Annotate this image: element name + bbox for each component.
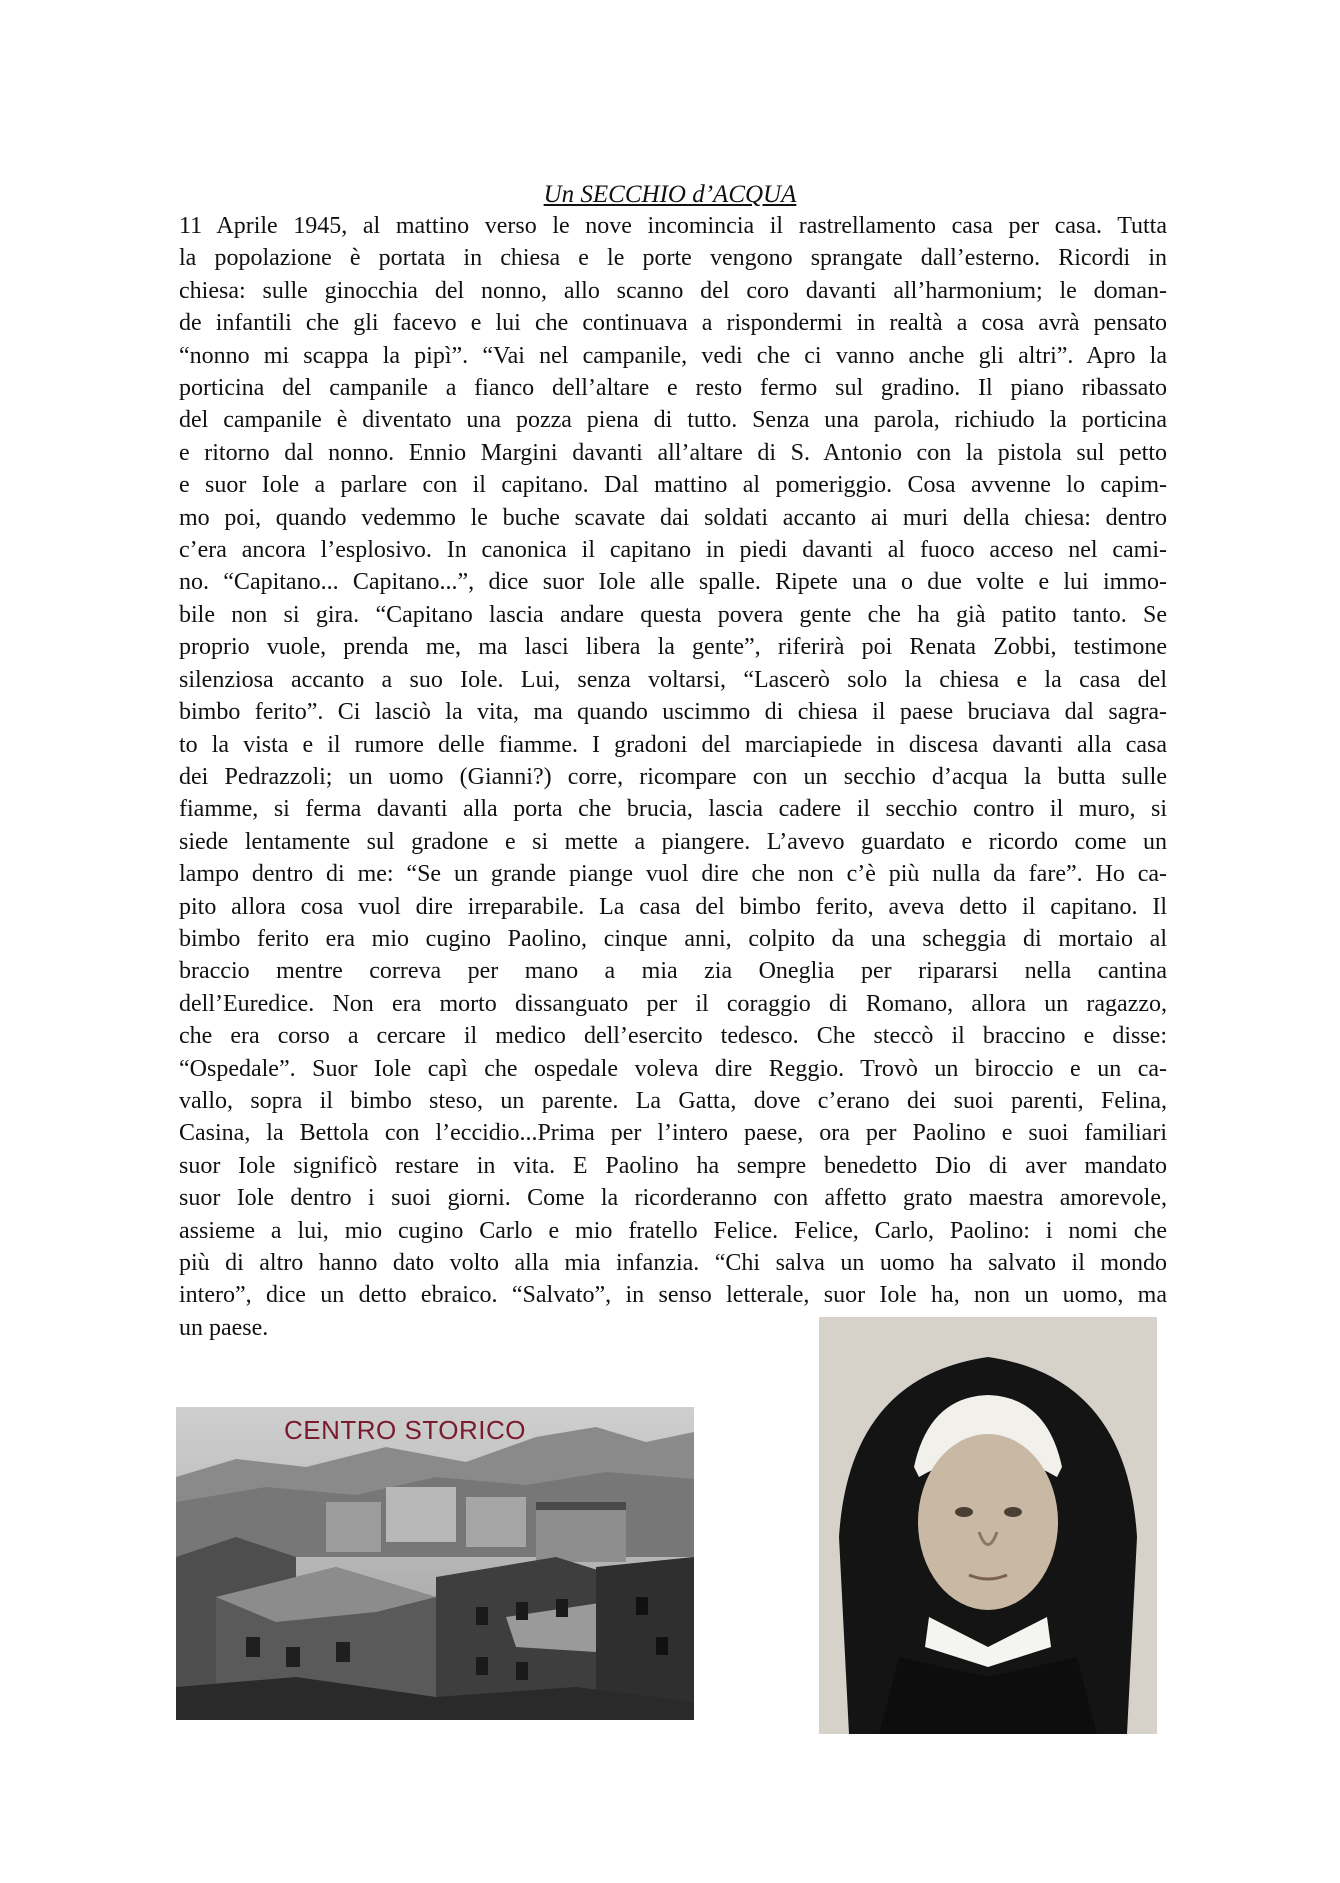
text-line: bile non si gira. “Capitano lascia andare questa povera gente che ha già patito tanto. Se (179, 601, 1167, 628)
text-line: e ritorno dal nonno. Ennio Margini davanti all’altare di S. Antonio con la pistola sul petto (179, 439, 1167, 466)
portrait-image (819, 1317, 1157, 1734)
text-line: mo poi, quando vedemmo le buche scavate dai soldati accanto ai muri della chiesa: dentro (179, 504, 1167, 531)
text-line: bimbo ferito”. Ci lasciò la vita, ma quando uscimmo di chiesa il paese bruciava dal sagra- (179, 699, 1167, 726)
text-line: “nonno mi scappa la pipì”. “Vai nel campanile, vedi che ci vanno anche gli altri”. Apro la (179, 342, 1167, 369)
text-line: bimbo ferito era mio cugino Paolino, cinque anni, colpito da una scheggia di mortaio al (179, 925, 1167, 952)
text-line: un paese. (179, 1314, 269, 1341)
text-line: no. “Capitano... Capitano...”, dice suor Iole alle spalle. Ripete una o due volte e lui immo- (179, 569, 1167, 596)
text-line: più di altro hanno dato volto alla mia infanzia. “Chi salva un uomo ha salvato il mondo (179, 1250, 1167, 1276)
text-line: vallo, sopra il bimbo steso, un parente. La Gatta, dove c’erano dei suoi parenti, Felina, (179, 1087, 1167, 1114)
text-line: pito allora cosa vuol dire irreparabile. La casa del bimbo ferito, aveva detto il capitano. Il (179, 893, 1167, 920)
photo-suor-iole-portrait (819, 1317, 1157, 1734)
text-line: del campanile è diventato una pozza piena di tutto. Senza una parola, richiudo la porticina (179, 407, 1167, 434)
text-line: dei Pedrazzoli; un uomo (Gianni?) corre, ricompare con un secchio d’acqua la butta sulle (179, 763, 1167, 790)
text-line: lampo dentro di me: “Se un grande piange vuol dire che non c’è più nulla da fare”. Ho ca- (179, 861, 1167, 888)
text-line: chiesa: sulle ginocchia del nonno, allo scanno del coro davanti all’harmonium; le doman- (179, 277, 1167, 304)
text-line: dell’Euredice. Non era morto dissanguato per il coraggio di Romano, allora un ragazzo, (179, 990, 1167, 1017)
town-ruins-image (176, 1407, 694, 1720)
text-line: Casina, la Bettola con l’eccidio...Prima per l’intero paese, ora per Paolino e suoi familiari (179, 1120, 1167, 1147)
text-line: fiamme, si ferma davanti alla porta che brucia, lascia cadere il secchio contro il muro, si (179, 796, 1167, 823)
document-title: Un SECCHIO d’ACQUA (543, 181, 797, 208)
text-line: proprio vuole, prenda me, ma lasci libera la gente”, riferirà poi Renata Zobbi, testimone (179, 634, 1167, 661)
text-line: silenziosa accanto a suo Iole. Lui, senza voltarsi, “Lascerò solo la chiesa e la casa del (179, 666, 1167, 693)
body-paragraph (179, 210, 1167, 1344)
text-line: “Ospedale”. Suor Iole capì che ospedale voleva dire Reggio. Trovò un biroccio e un ca- (179, 1055, 1167, 1082)
text-line: de infantili che gli facevo e lui che continuava a rispondermi in realtà a cosa avrà pensato (179, 310, 1167, 337)
text-line: to la vista e il rumore delle fiamme. I gradoni del marciapiede in discesa davanti alla casa (179, 731, 1167, 758)
text-line: c’era ancora l’esplosivo. In canonica il capitano in piedi davanti al fuoco acceso nel cami- (179, 537, 1167, 564)
text-line: suor Iole dentro i suoi giorni. Come la ricorderanno con affetto grato maestra amorevole, (179, 1185, 1167, 1212)
text-line: 11 Aprile 1945, al mattino verso le nove incomincia il rastrellamento casa per casa. Tutta (179, 213, 1167, 239)
text-line: e suor Iole a parlare con il capitano. Dal mattino al pomeriggio. Cosa avvenne lo capim- (179, 472, 1167, 499)
text-line: siede lentamente sul gradone e si mette a piangere. L’avevo guardato e ricordo come un (179, 828, 1167, 855)
text-line: intero”, dice un detto ebraico. “Salvato”, in senso letterale, suor Iole ha, non un uomo, ma (179, 1282, 1167, 1309)
text-line: la popolazione è portata in chiesa e le porte vengono sprangate dall’esterno. Ricordi in (179, 245, 1167, 272)
photo-centro-storico (176, 1407, 694, 1720)
text-line: che era corso a cercare il medico dell’esercito tedesco. Che steccò il braccino e disse: (179, 1023, 1167, 1050)
text-line: braccio mentre correva per mano a mia zia Oneglia per ripararsi nella cantina (179, 958, 1167, 985)
text-line: suor Iole significò restare in vita. E Paolino ha sempre benedetto Dio di aver mandato (179, 1152, 1167, 1179)
photo-caption: CENTRO STORICO (284, 1415, 526, 1445)
text-line: porticina del campanile a fianco dell’altare e resto fermo sul gradino. Il piano ribassato (179, 375, 1167, 402)
text-line: assieme a lui, mio cugino Carlo e mio fratello Felice. Felice, Carlo, Paolino: i nomi che (179, 1217, 1167, 1244)
